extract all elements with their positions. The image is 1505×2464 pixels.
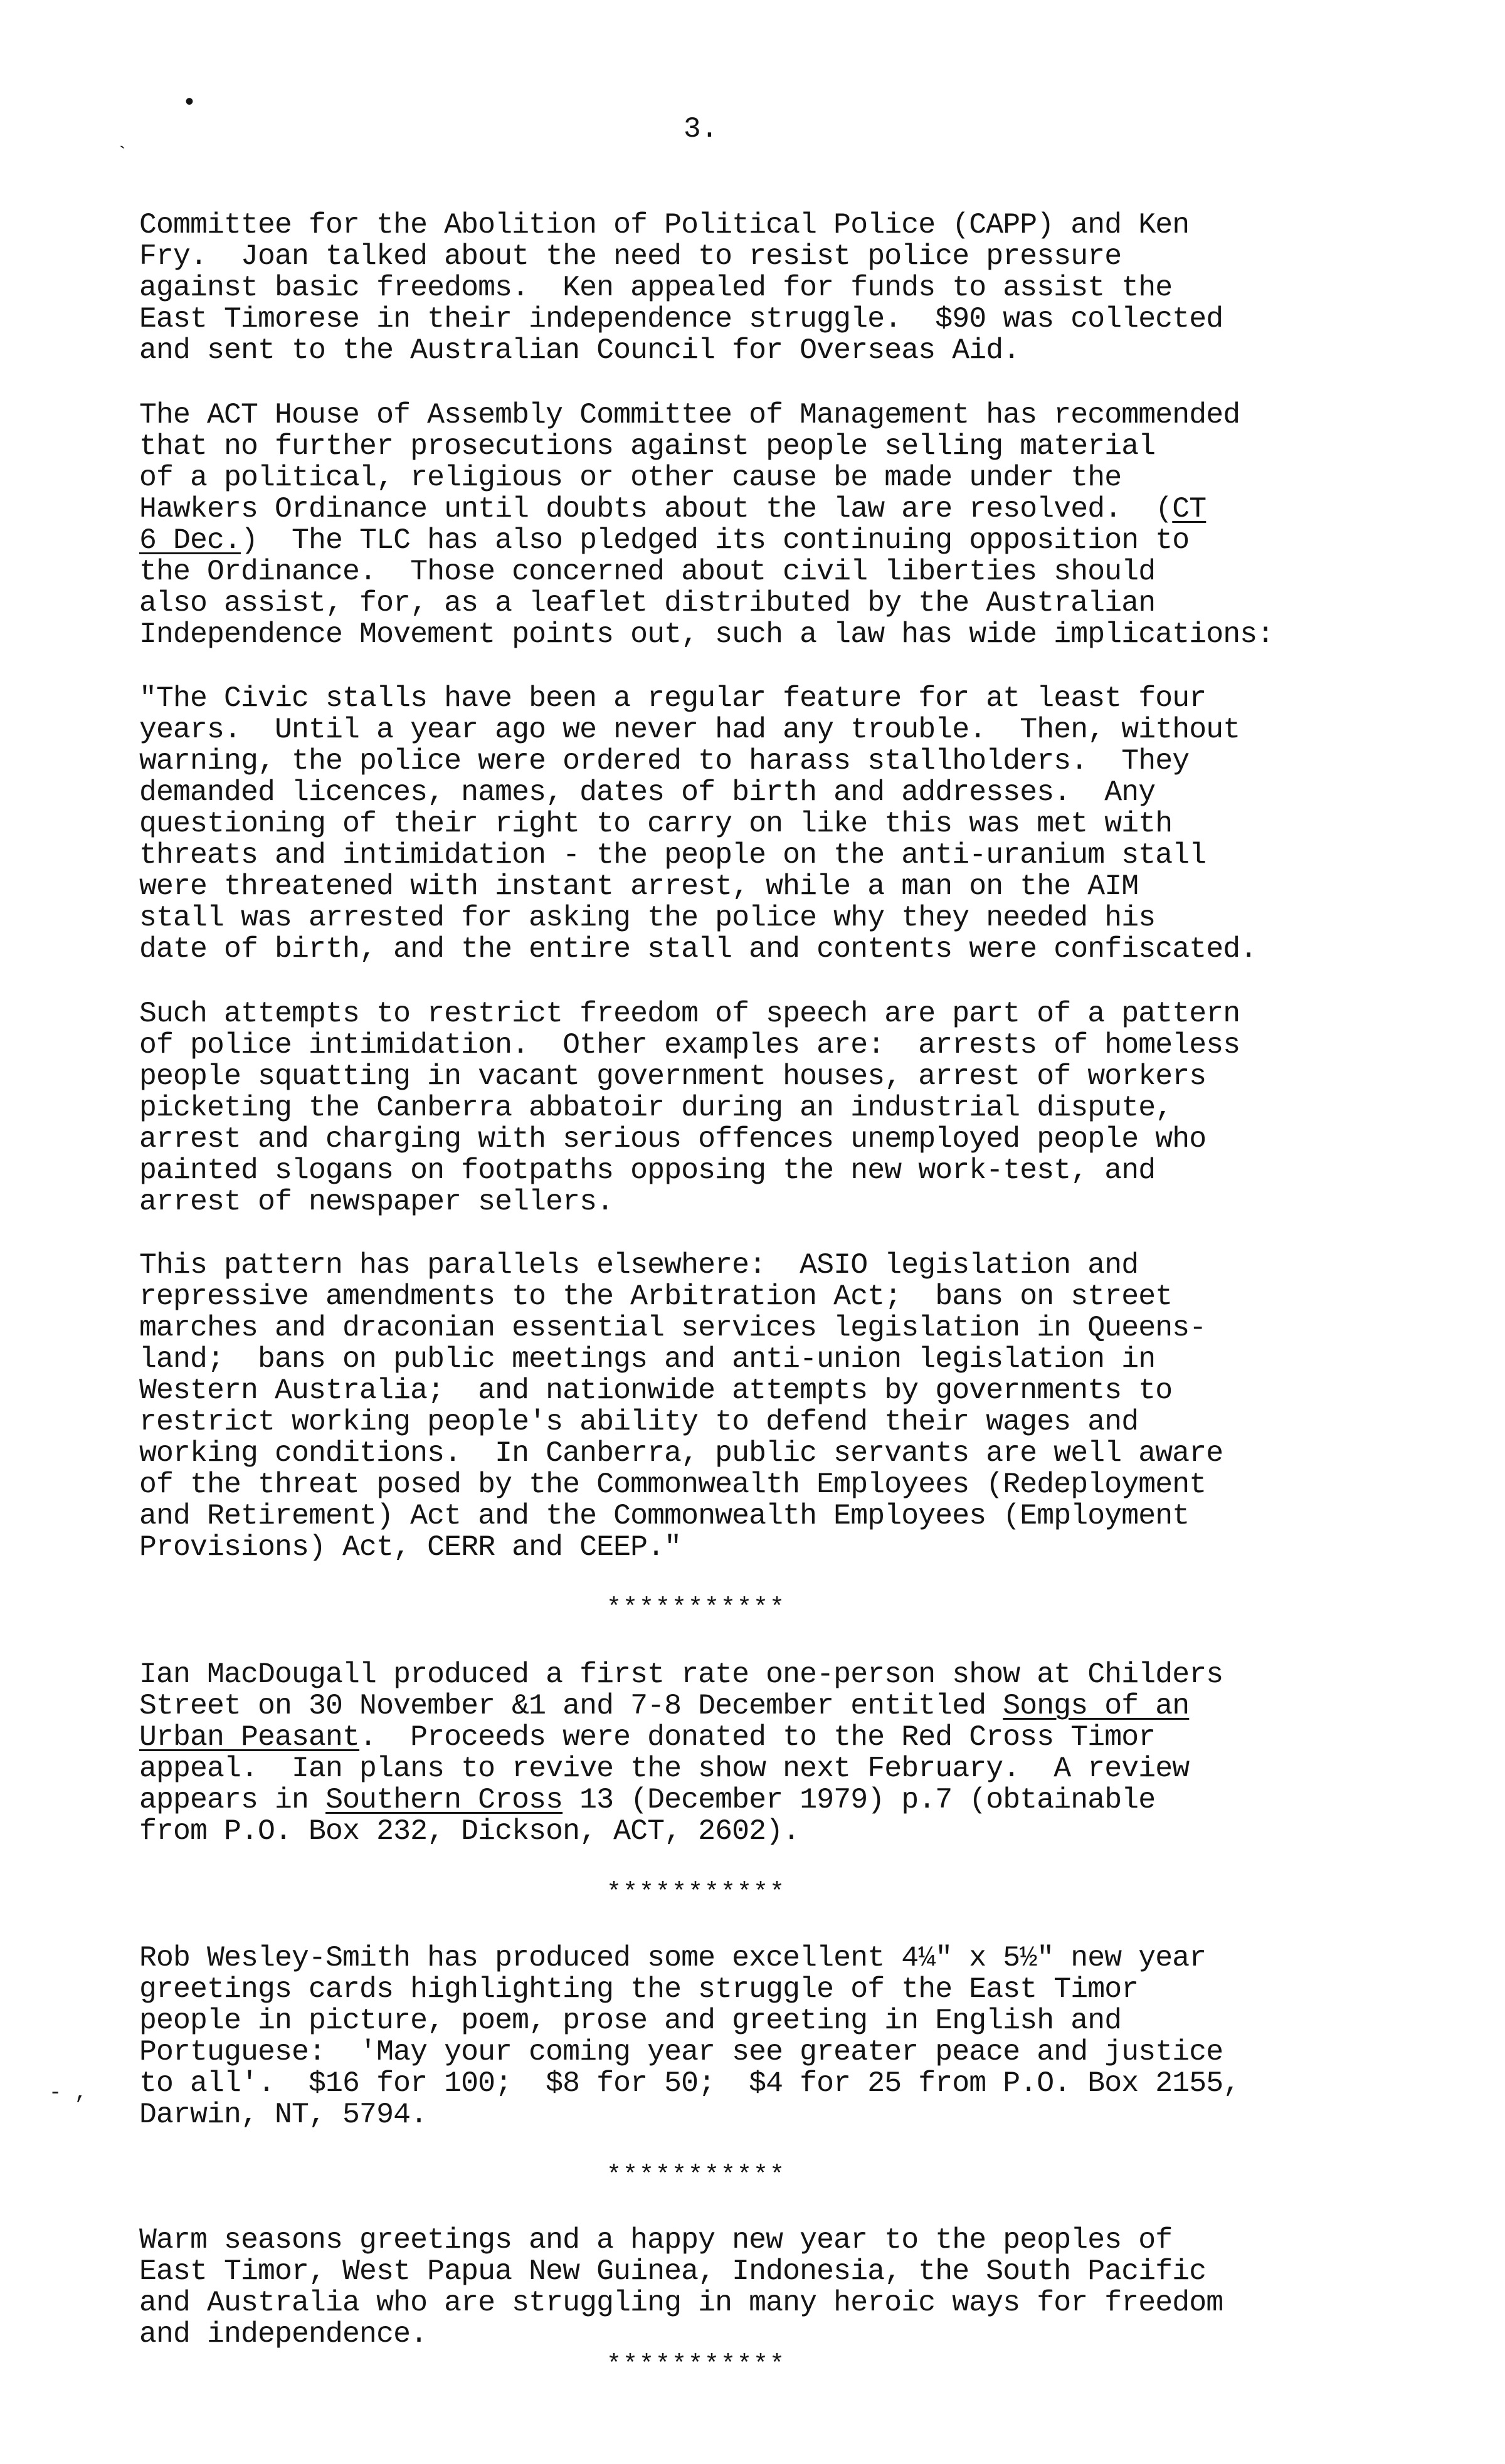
text-line <box>139 1530 681 1564</box>
text-segment: of police intimidation. Other examples are: arrests of homeless <box>139 1028 1240 1061</box>
text-segment: arrest of newspaper sellers. <box>139 1185 614 1218</box>
text-line <box>139 901 1155 934</box>
text-segment: were threatened with instant arrest, while a man on the AIM <box>139 870 1139 903</box>
text-line <box>139 2255 1206 2288</box>
text-line <box>139 398 1240 431</box>
text-segment: to all'. $16 for 100; $8 for 50; $4 for 25 from P.O. Box 2155, <box>139 2066 1240 2100</box>
text-segment: demanded licences, names, dates of birth and addresses. Any <box>139 776 1156 809</box>
text-line <box>139 1185 613 1218</box>
text-segment: Ian MacDougall produced a first rate one-person show at Childers <box>139 1658 1223 1691</box>
text-segment: Committee for the Abolition of Political Police (CAPP) and Ken <box>139 208 1190 241</box>
text-segment: and independence. <box>139 2317 428 2351</box>
stray-mark-margin: - , <box>49 2082 88 2105</box>
text-line <box>139 1280 1172 1313</box>
text-segment: threats and intimidation - the people on the anti-uranium stall <box>139 838 1207 871</box>
text-segment: warning, the police were ordered to harass stallholders. They <box>139 744 1190 777</box>
text-segment: This pattern has parallels elsewhere: ASIO legislation and <box>139 1248 1139 1282</box>
text-segment: East Timorese in their independence struggle. $90 was collected <box>139 302 1223 335</box>
text-line <box>139 1405 1138 1438</box>
text-line <box>139 2098 427 2131</box>
text-segment: and sent to the Australian Council for Overseas Aid. <box>139 334 1020 367</box>
divider-3: *********** <box>606 2162 786 2190</box>
text-segment: date of birth, and the entire stall and contents were confiscated. <box>139 932 1257 966</box>
text-segment: repressive amendments to the Arbitration Act; bans on street <box>139 1280 1173 1313</box>
text-line <box>139 555 1155 588</box>
text-segment: ) The TLC has also pledged its continuing opposition to <box>241 524 1190 557</box>
text-line <box>139 744 1189 777</box>
divider-2: *********** <box>606 1879 786 1907</box>
text-line <box>139 1311 1206 1344</box>
underlined-text: Urban Peasant <box>139 1720 360 1754</box>
text-line <box>139 1436 1223 1470</box>
text-segment: Such attempts to restrict freedom of speech are part of a pattern <box>139 997 1240 1030</box>
text-segment: Warm seasons greetings and a happy new year to the peoples of <box>139 2223 1173 2256</box>
text-line <box>139 2223 1172 2256</box>
text-line <box>139 302 1223 335</box>
underlined-text: Southern Cross <box>325 1783 563 1816</box>
text-segment: working conditions. In Canberra, public servants are well aware <box>139 1436 1223 1470</box>
text-line <box>139 1972 1138 2006</box>
text-segment: Darwin, NT, 5794. <box>139 2098 428 2131</box>
text-segment: Portuguese: 'May your coming year see greater peace and justice <box>139 2035 1223 2068</box>
text-line <box>139 1468 1206 1501</box>
paragraph-civic-stalls <box>139 683 1412 965</box>
text-line <box>139 1122 1206 1156</box>
text-segment: against basic freedoms. Ken appealed for funds to assist the <box>139 271 1173 304</box>
paragraph-act-house <box>139 399 1412 650</box>
text-segment: 13 (December 1979) p.7 (obtainable <box>562 1783 1156 1816</box>
text-segment: appears in <box>139 1783 326 1816</box>
text-segment: Independence Movement points out, such a law has wide implications: <box>139 618 1274 651</box>
text-line <box>139 1752 1189 1785</box>
text-segment: East Timor, West Papua New Guinea, Indonesia, the South Pacific <box>139 2255 1207 2288</box>
text-line <box>139 1248 1138 1282</box>
text-line <box>139 1814 800 1848</box>
paragraph-rob-wesley-smith <box>139 1942 1412 2130</box>
text-line <box>139 1091 1172 1124</box>
text-line <box>139 1342 1155 1376</box>
underlined-text: CT <box>1172 492 1207 525</box>
text-segment: marches and draconian essential services legislation in Queens- <box>139 1311 1207 1344</box>
text-segment: Provisions) Act, CERR and CEEP." <box>139 1530 682 1564</box>
paragraph-capp <box>139 209 1412 366</box>
text-segment: Street on 30 November &1 and 7-8 December entitled <box>139 1689 1003 1722</box>
text-segment: that no further prosecutions against people selling material <box>139 429 1156 463</box>
text-segment: Rob Wesley-Smith has produced some excellent 4¼" x 5½" new year <box>139 1941 1207 1974</box>
text-segment: people squatting in vacant government houses, arrest of workers <box>139 1060 1207 1093</box>
text-line <box>139 807 1172 840</box>
text-line <box>139 586 1155 619</box>
text-segment: restrict working people's ability to defend their wages and <box>139 1405 1139 1438</box>
text-line <box>139 1720 1155 1754</box>
text-line <box>139 713 1240 746</box>
text-segment: Fry. Joan talked about the need to resist police pressure <box>139 240 1122 273</box>
text-line <box>139 932 1257 966</box>
text-segment: the Ordinance. Those concerned about civil liberties should <box>139 555 1156 588</box>
text-segment: Hawkers Ordinance until doubts about the law are resolved. ( <box>139 492 1173 525</box>
paragraph-seasons-greetings <box>139 2224 1412 2350</box>
paragraph-freedom-of-speech <box>139 998 1412 1218</box>
text-line <box>139 1060 1206 1093</box>
text-segment: of a political, religious or other cause be made under the <box>139 461 1122 494</box>
text-segment: painted slogans on footpaths opposing the new work-test, and <box>139 1154 1156 1187</box>
text-segment: years. Until a year ago we never had any trouble. Then, without <box>139 713 1240 746</box>
text-segment: "The Civic stalls have been a regular feature for at least four <box>139 682 1207 715</box>
text-segment: picketing the Canberra abbatoir during an industrial dispute, <box>139 1091 1173 1124</box>
divider-4: *********** <box>606 2351 786 2379</box>
text-line <box>139 271 1172 304</box>
text-line <box>139 618 1274 651</box>
text-segment: people in picture, poem, prose and greeting in English and <box>139 2004 1122 2037</box>
text-line <box>139 2004 1121 2037</box>
text-line <box>139 1941 1206 1974</box>
text-segment: and Australia who are struggling in many heroic ways for freedom <box>139 2286 1223 2319</box>
text-line <box>139 1499 1189 1532</box>
text-segment: and Retirement) Act and the Commonwealth Employees (Employment <box>139 1499 1190 1532</box>
paragraph-parallels <box>139 1250 1412 1563</box>
text-segment: stall was arrested for asking the police why they needed his <box>139 901 1156 934</box>
underlined-text: 6 Dec. <box>139 524 241 557</box>
text-line <box>139 1028 1240 1061</box>
text-segment: . Proceeds were donated to the Red Cross Timor <box>359 1720 1156 1754</box>
text-line <box>139 682 1206 715</box>
text-line <box>139 870 1138 903</box>
text-line <box>139 2317 427 2351</box>
divider-1: *********** <box>606 1594 786 1623</box>
stray-mark-tick: ` <box>117 144 129 166</box>
stray-mark-dot: • <box>182 90 198 118</box>
text-line <box>139 1689 1189 1722</box>
text-line <box>139 2286 1223 2319</box>
text-line <box>139 461 1121 494</box>
text-line <box>139 208 1189 241</box>
text-line <box>139 492 1206 525</box>
page-number: 3. <box>684 113 719 145</box>
text-line <box>139 997 1240 1030</box>
text-segment: appeal. Ian plans to revive the show next February. A review <box>139 1752 1190 1785</box>
text-line <box>139 334 1020 367</box>
text-segment: Western Australia; and nationwide attempts by governments to <box>139 1374 1173 1407</box>
text-line <box>139 1658 1223 1691</box>
text-line <box>139 524 1189 557</box>
text-segment: arrest and charging with serious offences unemployed people who <box>139 1122 1207 1156</box>
text-line <box>139 240 1121 273</box>
text-line <box>139 1783 1155 1816</box>
text-segment: The ACT House of Assembly Committee of Management has recommended <box>139 398 1240 431</box>
text-segment: questioning of their right to carry on like this was met with <box>139 807 1173 840</box>
text-segment: also assist, for, as a leaflet distributed by the Australian <box>139 586 1156 619</box>
text-line <box>139 429 1155 463</box>
text-line <box>139 776 1155 809</box>
text-line <box>139 2066 1240 2100</box>
underlined-text: Songs of an <box>1003 1689 1190 1722</box>
text-segment: land; bans on public meetings and anti-union legislation in <box>139 1342 1156 1376</box>
text-segment: of the threat posed by the Commonwealth Employees (Redeployment <box>139 1468 1207 1501</box>
text-segment: from P.O. Box 232, Dickson, ACT, 2602). <box>139 1814 800 1848</box>
text-line <box>139 1154 1155 1187</box>
text-line <box>139 838 1206 871</box>
text-line <box>139 2035 1223 2068</box>
text-segment: greetings cards highlighting the struggle of the East Timor <box>139 1972 1139 2006</box>
paragraph-ian-macdougall <box>139 1659 1412 1847</box>
text-line <box>139 1374 1172 1407</box>
